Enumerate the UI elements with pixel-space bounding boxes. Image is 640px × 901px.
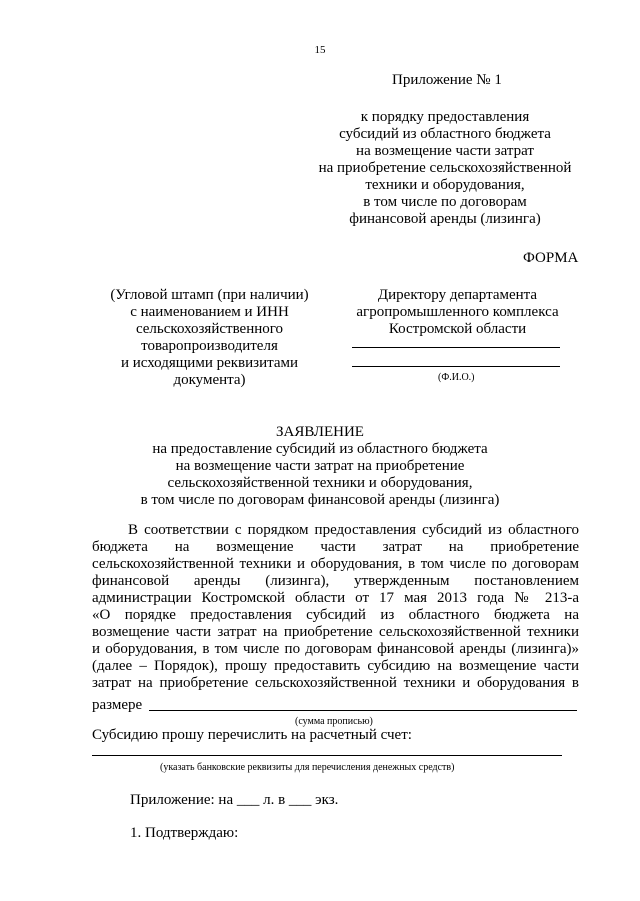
- bank-caption: (указать банковские реквизиты для перечисления денежных средств): [160, 762, 455, 773]
- subtitle-line: на предоставление субсидий из областного бюджета: [152, 441, 488, 457]
- statement-subtitle: [120, 441, 520, 509]
- addressee-block: [340, 287, 575, 338]
- addressee-line: агропромышленного комплекса: [356, 304, 559, 320]
- amount-caption: (сумма прописью): [295, 716, 373, 727]
- page-number: 15: [314, 44, 326, 56]
- appendix-line: техники и оборудования,: [365, 177, 525, 193]
- appendix-title: Приложение № 1: [392, 72, 502, 88]
- bank-details-blank-line[interactable]: [92, 755, 562, 756]
- stamp-line: документа): [173, 372, 246, 388]
- body-line: сельскохозяйственной техники и оборудования, в том числе по договорам: [92, 556, 579, 572]
- body-line: В соответствии с порядком предоставления субсидий из областного: [128, 522, 579, 538]
- subtitle-line: в том числе по договорам финансовой аренды (лизинга): [140, 492, 500, 508]
- transfer-text: Субсидию прошу перечислить на расчетный счет:: [92, 727, 412, 743]
- body-line: финансовой аренды (лизинга), утвержденным постановлением: [92, 573, 579, 589]
- corner-stamp-block: [92, 287, 327, 389]
- body-line: администрации Костромской области от 17 мая 2013 года № 213-а: [92, 590, 579, 606]
- body-line: возмещение части затрат на приобретение сельскохозяйственной техники: [92, 624, 579, 640]
- addressee-blank-line: [352, 347, 560, 348]
- body-line: «О порядке предоставления субсидий из областного бюджета на: [92, 607, 579, 623]
- statement-title: ЗАЯВЛЕНИЕ: [276, 424, 364, 440]
- fio-caption: (Ф.И.О.): [438, 372, 475, 383]
- appendix-order-block: [300, 109, 590, 228]
- body-line: и оборудования, в том числе по договорам финансовой аренды (лизинга)»: [92, 641, 579, 657]
- appendix-line: финансовой аренды (лизинга): [349, 211, 541, 227]
- stamp-line: товаропроизводителя: [141, 338, 278, 354]
- appendix-line: к порядку предоставления: [360, 109, 530, 125]
- body-line: затрат на приобретение сельскохозяйственной техники и оборудования в: [92, 675, 579, 691]
- amount-label: размере: [92, 697, 143, 713]
- attachment-text: Приложение: на ___ л. в ___ экз.: [130, 792, 339, 808]
- appendix-line: субсидий из областного бюджета: [339, 126, 551, 142]
- amount-blank-line[interactable]: [149, 710, 577, 711]
- subtitle-line: сельскохозяйственной техники и оборудования,: [167, 475, 473, 491]
- form-label: ФОРМА: [523, 250, 579, 266]
- stamp-line: и исходящими реквизитами: [120, 355, 299, 371]
- addressee-line: Костромской области: [388, 321, 527, 337]
- body-line: бюджета на возмещение части затрат на приобретение: [92, 539, 579, 555]
- statement-body: [92, 522, 579, 692]
- stamp-line: с наименованием и ИНН: [130, 304, 289, 320]
- body-line: (далее – Порядок), прошу предоставить субсидию на возмещение части: [92, 658, 579, 674]
- confirm-text: 1. Подтверждаю:: [130, 825, 239, 841]
- appendix-line: на приобретение сельскохозяйственной: [318, 160, 572, 176]
- stamp-line: (Угловой штамп (при наличии): [110, 287, 309, 303]
- appendix-line: на возмещение части затрат: [356, 143, 534, 159]
- fio-blank-line: [352, 366, 560, 367]
- stamp-line: сельскохозяйственного: [135, 321, 284, 337]
- addressee-line: Директору департамента: [377, 287, 538, 303]
- subtitle-line: на возмещение части затрат на приобретение: [175, 458, 465, 474]
- appendix-line: в том числе по договорам: [363, 194, 527, 210]
